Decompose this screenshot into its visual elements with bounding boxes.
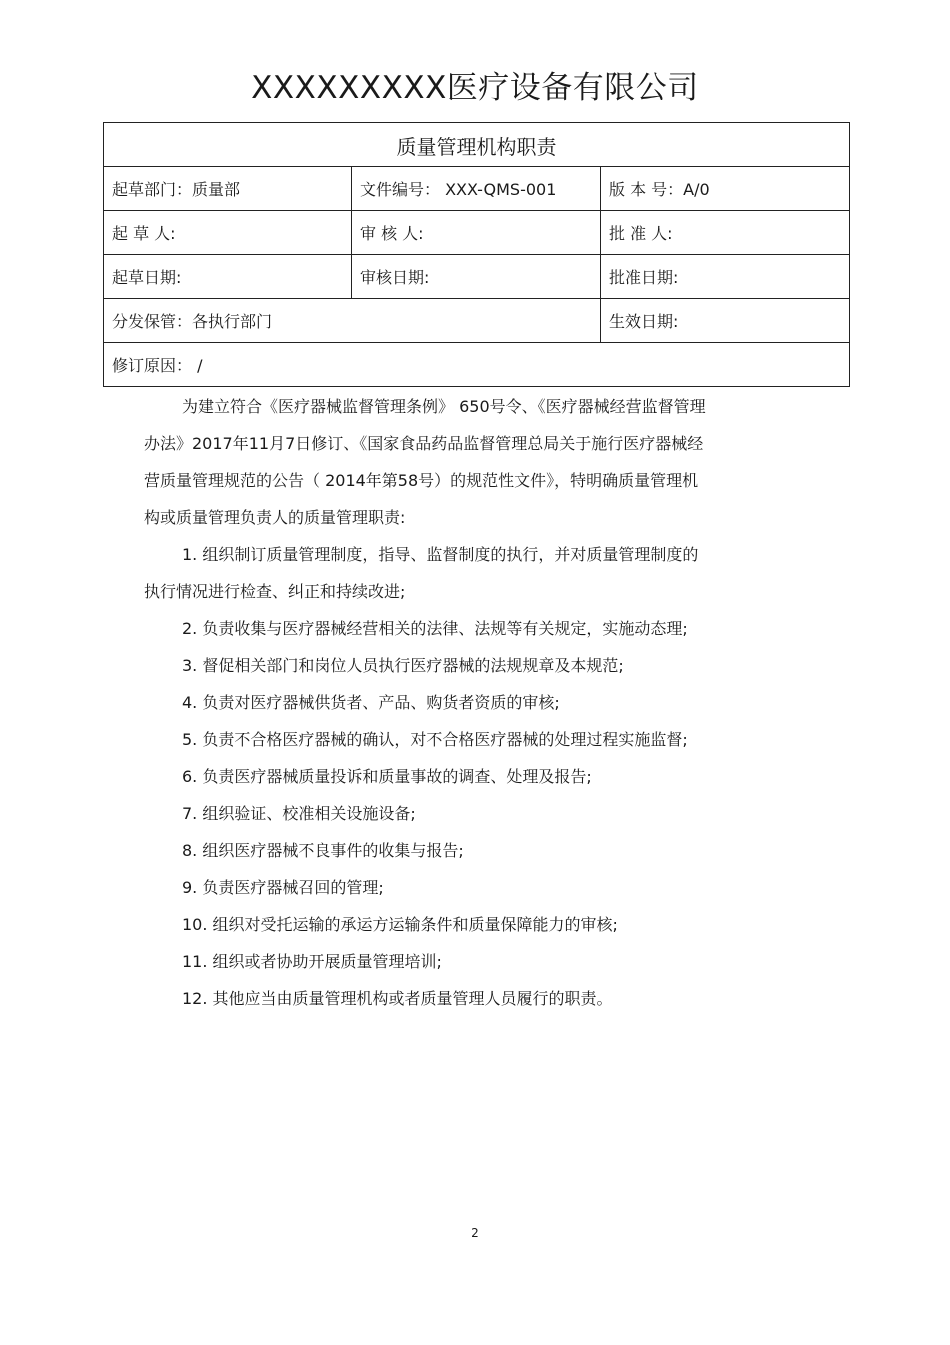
intro-line: 为建立符合《医疗器械监督管理条例》 650号令、《医疗器械经营监督管理 [182,397,706,416]
document-title-cell [104,123,850,167]
duty-item: 8. 组织医疗器械不良事件的收集与报告; [182,841,464,860]
review-date-cell [352,255,601,299]
approve-date-cell [601,255,850,299]
duty-item: 7. 组织验证、校准相关设施设备; [182,804,416,823]
approver: 批 准 人: [609,224,673,243]
drafter-cell [104,211,352,255]
revision-reason-cell [104,343,850,387]
document-body [144,388,804,1017]
duty-item: 10. 组织对受托运输的承运方运输条件和质量保障能力的审核; [182,915,618,934]
intro-line: 办法》2017年11月7日修订、《国家食品药品监督管理总局关于施行医疗器械经 [144,434,704,453]
duty-item-continuation: 执行情况进行检查、纠正和持续改进; [144,582,406,601]
document-title: 质量管理机构职责 [396,135,557,159]
duty-item: 5. 负责不合格医疗器械的确认，对不合格医疗器械的处理过程实施监督; [182,730,688,749]
document-header-table [103,122,850,387]
review-date: 审核日期: [360,268,430,287]
intro-line: 营质量管理规范的公告（ 2014年第58号）的规范性文件》，特明确质量管理机 [144,471,699,490]
duty-item: 6. 负责医疗器械质量投诉和质量事故的调查、处理及报告; [182,767,592,786]
effective-date-cell [601,299,850,343]
duty-item: 9. 负责医疗器械召回的管理; [182,878,384,897]
approve-date: 批准日期: [609,268,679,287]
revision-reason: 修订原因： / [112,356,203,375]
distribution: 分发保管：各执行部门 [112,312,273,331]
version-cell [601,167,850,211]
draft-date-cell [104,255,352,299]
version: 版 本 号：A/0 [609,180,710,199]
duty-item: 1. 组织制订质量管理制度，指导、监督制度的执行，并对质量管理制度的 [182,545,699,564]
doc-number: 文件编号： XXX-QMS-001 [360,180,557,199]
reviewer: 审 核 人: [360,224,424,243]
distribution-cell [104,299,601,343]
reviewer-cell [352,211,601,255]
effective-date: 生效日期: [609,312,679,331]
duty-item: 2. 负责收集与医疗器械经营相关的法律、法规等有关规定，实施动态理; [182,619,688,638]
company-title: XXXXXXXXX医疗设备有限公司 [251,70,699,106]
draft-dept: 起草部门：质量部 [112,180,241,199]
draft-date: 起草日期: [112,268,182,287]
page-number: 2 [471,1226,479,1240]
draft-dept-cell [104,167,352,211]
duty-item: 11. 组织或者协助开展质量管理培训; [182,952,442,971]
duty-item: 12. 其他应当由质量管理机构或者质量管理人员履行的职责。 [182,989,613,1008]
duty-item: 4. 负责对医疗器械供货者、产品、购货者资质的审核; [182,693,560,712]
approver-cell [601,211,850,255]
intro-line: 构或质量管理负责人的质量管理职责: [144,508,406,527]
drafter: 起 草 人: [112,224,176,243]
doc-number-cell [352,167,601,211]
duty-item: 3. 督促相关部门和岗位人员执行医疗器械的法规规章及本规范; [182,656,624,675]
